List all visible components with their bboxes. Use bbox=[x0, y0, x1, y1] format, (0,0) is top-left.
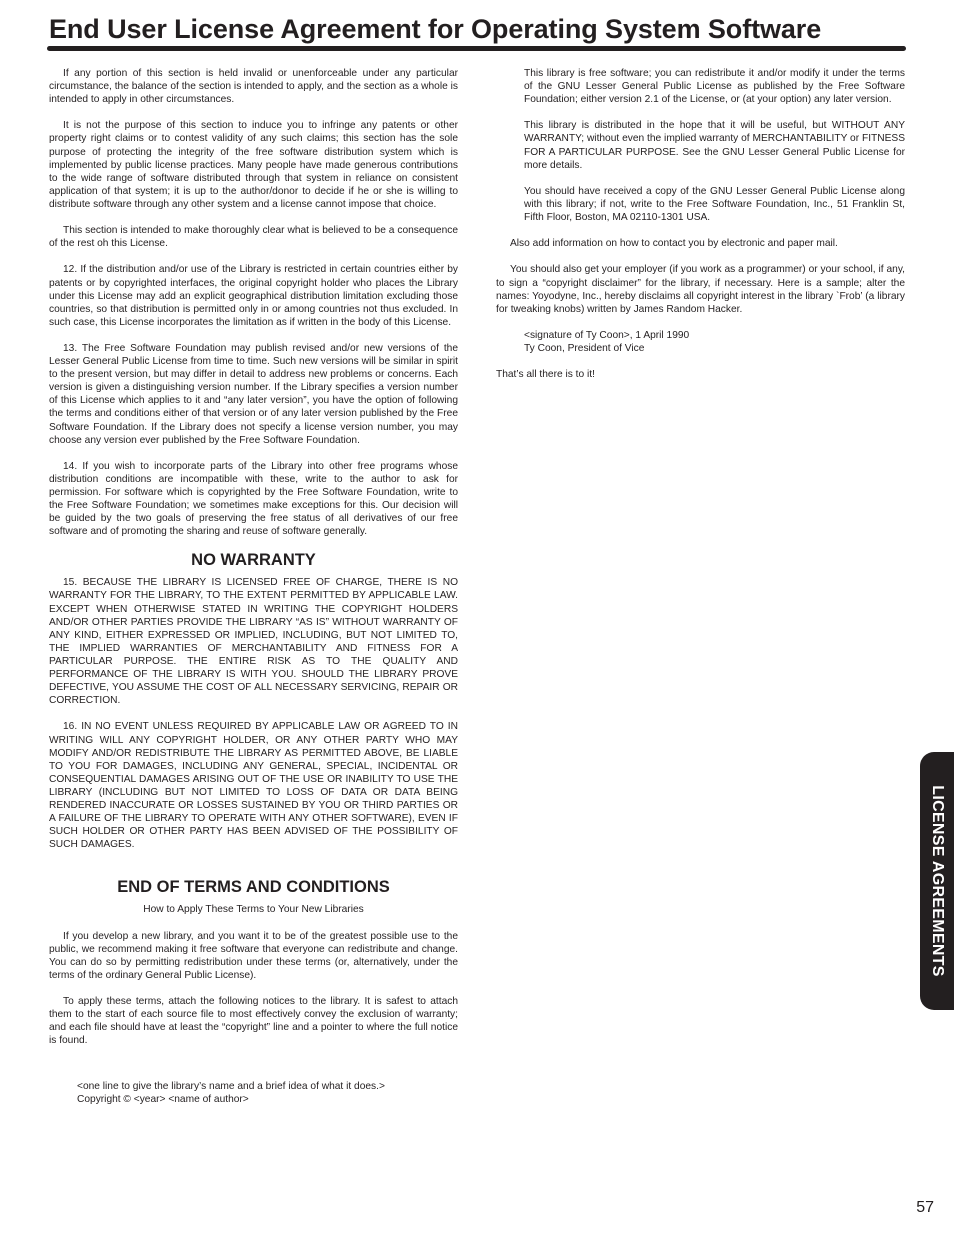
paragraph-closing: That’s all there is to it! bbox=[496, 369, 595, 381]
paragraph-clause-12: 12. If the distribution and/or use of the Library is restricted in certain countries either by patents or by copyrighted interfaces, the original copyright holder who places the Library under this License may add an explicit geographical distribution limitation excluding those countries, so that distribution is permitted only in or among countries not thus excluded. In such case, this License incorporates the limitation as if written in the body of this License. bbox=[49, 264, 458, 328]
paragraph-free-software: This library is free software; you can redistribute it and/or modify it under the terms of the GNU Lesser General Public License as published by the Free Software Foundation; either version 2.1 of the License, or (at your option) any later version. bbox=[524, 68, 905, 106]
signature-name-line: Ty Coon, President of Vice bbox=[524, 342, 645, 354]
no-warranty-heading: NO WARRANTY bbox=[191, 551, 316, 570]
signature-line: <signature of Ty Coon>, 1 April 1990 bbox=[524, 329, 690, 341]
signature-block bbox=[496, 329, 905, 355]
page-number: 57 bbox=[916, 1199, 934, 1216]
paragraph-clause-13: 13. The Free Software Foundation may publish revised and/or new versions of the Lesser General Public License from time to time. Such new versions will be similar in spirit to the present version, but may differ in detail to address new problems or concerns. Each version is given a distinguishing version number. If the Library specifies a version number of this License which applies to it and “any later version”, you have the option of following the terms and conditions either of that version or of any later version published by the Free Software Foundation. If the Library does not specify a license version number, you may choose any version ever published by the Free Software Foundation. bbox=[49, 342, 458, 446]
paragraph-copyright-disclaimer: You should also get your employer (if you work as a programmer) or your school, if any, to sign a “copyright disclaimer” for the library, if necessary. Here is a sample; alter the names: Yoyodyne, Inc., hereby disclaims all copyright interest in the library `Frob’ (a library for tweaking knobs) written by James Random Hacker. bbox=[496, 264, 905, 315]
notice-template bbox=[49, 1080, 458, 1106]
right-column bbox=[496, 67, 905, 394]
title-underline bbox=[47, 46, 906, 51]
end-of-terms-heading: END OF TERMS AND CONDITIONS bbox=[117, 878, 390, 897]
left-column bbox=[49, 67, 458, 1107]
license-notice-block bbox=[496, 67, 905, 224]
side-tab-label: LICENSE AGREEMENTS bbox=[929, 785, 946, 977]
paragraph-clause-14: 14. If you wish to incorporate parts of the Library into other free programs whose distribution conditions are incompatible with these, write to the author to ask for permission. For software which is copyrighted by the Free Software Foundation, write to the Free Software Foundation; we sometimes make exceptions for this. Our decision will be guided by the two goals of preserving the free status of all derivatives of our free software and of promoting the sharing and reuse of software generally. bbox=[49, 460, 458, 538]
how-to-apply-subheading: How to Apply These Terms to Your New Libraries bbox=[143, 904, 364, 916]
paragraph-contact-info: Also add information on how to contact you by electronic and paper mail. bbox=[510, 238, 838, 250]
page-title: End User License Agreement for Operating System Software bbox=[49, 14, 822, 44]
paragraph-patents-purpose: It is not the purpose of this section to induce you to infringe any patents or other property right claims or to contest validity of any such claims; this section has the sole purpose of protecting the integrity of the free software distribution system which is implemented by public license practices. Many people have made generous contributions to the wide range of software distributed through that system in reliance on consistent application of that system; it is up to the author/donor to decide if he or she is willing to distribute software through any other system and a license cannot impose that choice. bbox=[49, 120, 458, 210]
notice-line-library-name: <one line to give the library’s name and a brief idea of what it does.> bbox=[77, 1081, 385, 1093]
paragraph-clause-15: 15. BECAUSE THE LIBRARY IS LICENSED FREE OF CHARGE, THERE IS NO WARRANTY FOR THE LIBRARY, TO THE EXTENT PERMITTED BY APPLICABLE LAW. EXCEPT WHEN OTHERWISE STATED IN WRITING THE COPYRIGHT HOLDERS AND/OR OTHER PARTIES PROVIDE THE LIBRARY “AS IS” WITHOUT WARRANTY OF ANY KIND, EITHER EXPRESSED OR IMPLIED, INCLUDING, BUT NOT LIMITED TO, THE IMPLIED WARRANTIES OF MERCHANTABILITY AND FITNESS FOR A PARTICULAR PURPOSE. THE ENTIRE RISK AS TO THE QUALITY AND PERFORMANCE OF THE LIBRARY IS WITH YOU. SHOULD THE LIBRARY PROVE DEFECTIVE, YOU ASSUME THE COST OF ALL NECESSARY SERVICING, REPAIR OR CORRECTION. bbox=[49, 577, 458, 707]
paragraph-new-libraries: If you develop a new library, and you want it to be of the greatest possible use to the public, we recommend making it free software that everyone can redistribute and change. You can do so by permitting redistribution under these terms (or, alternatively, under the terms of the ordinary General Public License). bbox=[49, 930, 458, 981]
paragraph-clause-16: 16. IN NO EVENT UNLESS REQUIRED BY APPLICABLE LAW OR AGREED TO IN WRITING WILL ANY COPYRIGHT HOLDER, OR ANY OTHER PARTY WHO MAY MODIFY AND/OR REDISTRIBUTE THE LIBRARY AS PERMITTED ABOVE, BE LIABLE TO YOU FOR DAMAGES, INCLUDING ANY GENERAL, SPECIAL, INCIDENTAL OR CONSEQUENTIAL DAMAGES ARISING OUT OF THE USE OR INABILITY TO USE THE LIBRARY (INCLUDING BUT NOT LIMITED TO LOSS OF DATA OR DATA BEING RENDERED INACCURATE OR LOSSES SUSTAINED BY YOU OR THIRD PARTIES OR A FAILURE OF THE LIBRARY TO OPERATE WITH ANY OTHER SOFTWARE), EVEN IF SUCH HOLDER OR OTHER PARTY HAS BEEN ADVISED OF THE POSSIBILITY OF SUCH DAMAGES. bbox=[49, 721, 458, 851]
paragraph-no-warranty-notice: This library is distributed in the hope that it will be useful, but WITHOUT ANY WARRANTY; without even the implied warranty of MERCHANTABILITY or FITNESS FOR A PARTICULAR PURPOSE. See the GNU Lesser General Public License for more details. bbox=[524, 120, 905, 171]
paragraph-section-intent: This section is intended to make thoroughly clear what is believed to be a consequence of the rest oh this License. bbox=[49, 225, 458, 250]
notice-line-copyright: Copyright © <year> <name of author> bbox=[77, 1094, 249, 1106]
paragraph-copy-received: You should have received a copy of the GNU Lesser General Public License along with this library; if not, write to the Free Software Foundation, Inc., 51 Franklin St, Fifth Floor, Boston, MA 02110-1301 USA. bbox=[524, 185, 905, 224]
paragraph-section-invalid: If any portion of this section is held invalid or unenforceable under any particular circumstance, the balance of the section is intended to apply, and the section as a whole is intended to apply in other circumstances. bbox=[49, 68, 458, 106]
paragraph-apply-notices: To apply these terms, attach the following notices to the library. It is safest to attach them to the start of each source file to most effectively convey the exclusion of warranty; and each file should have at least the “copyright” line and a pointer to where the full notice is found. bbox=[49, 996, 458, 1047]
